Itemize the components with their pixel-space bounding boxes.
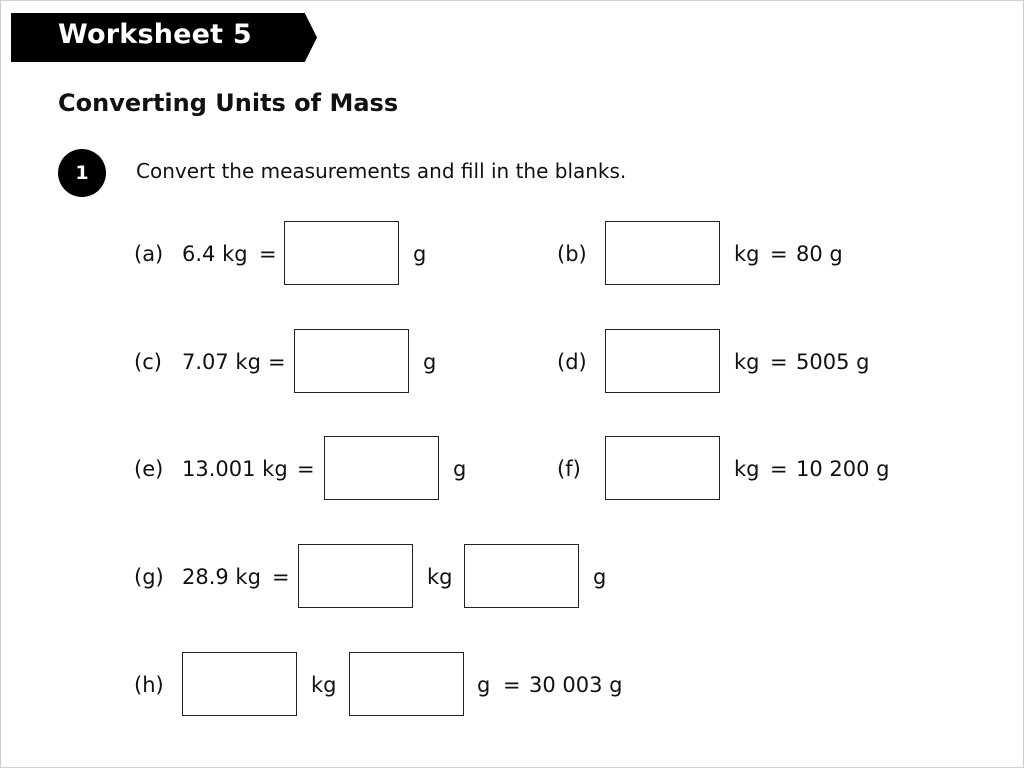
item-e-equals: = bbox=[297, 457, 315, 481]
item-d-answer-box[interactable] bbox=[605, 329, 720, 393]
item-h-unit-g: g bbox=[477, 673, 491, 697]
item-h-equals: = bbox=[503, 673, 521, 697]
item-d-given: 5005 g bbox=[796, 350, 870, 374]
item-b-unit: kg bbox=[734, 242, 760, 266]
item-f-given: 10 200 g bbox=[796, 457, 890, 481]
item-h-given: 30 003 g bbox=[529, 673, 623, 697]
item-d-label: (d) bbox=[557, 350, 587, 374]
item-f-equals: = bbox=[770, 457, 788, 481]
item-g-equals: = bbox=[272, 565, 290, 589]
item-g-g-answer-box[interactable] bbox=[464, 544, 579, 608]
item-e-given: 13.001 kg bbox=[182, 457, 288, 481]
item-b-label: (b) bbox=[557, 242, 587, 266]
item-g-given: 28.9 kg bbox=[182, 565, 261, 589]
item-g-unit-kg: kg bbox=[427, 565, 453, 589]
item-f-unit: kg bbox=[734, 457, 760, 481]
item-g-unit-g: g bbox=[593, 565, 607, 589]
item-e-unit: g bbox=[453, 457, 467, 481]
item-a-equals: = bbox=[259, 242, 277, 266]
item-h-g-answer-box[interactable] bbox=[349, 652, 464, 716]
item-a-answer-box[interactable] bbox=[284, 221, 399, 285]
item-d-unit: kg bbox=[734, 350, 760, 374]
item-a-label: (a) bbox=[134, 242, 164, 266]
item-h-kg-answer-box[interactable] bbox=[182, 652, 297, 716]
item-a-unit: g bbox=[413, 242, 427, 266]
item-e-label: (e) bbox=[134, 457, 164, 481]
section-title: Converting Units of Mass bbox=[58, 89, 399, 117]
item-h-unit-kg: kg bbox=[311, 673, 337, 697]
item-f-answer-box[interactable] bbox=[605, 436, 720, 500]
item-e-answer-box[interactable] bbox=[324, 436, 439, 500]
item-h-label: (h) bbox=[134, 673, 164, 697]
item-c-unit: g bbox=[423, 350, 437, 374]
item-f-label: (f) bbox=[557, 457, 581, 481]
item-c-answer-box[interactable] bbox=[294, 329, 409, 393]
item-b-given: 80 g bbox=[796, 242, 843, 266]
item-c-label: (c) bbox=[134, 350, 162, 374]
question-number-badge: 1 bbox=[58, 149, 106, 197]
item-b-equals: = bbox=[770, 242, 788, 266]
item-g-kg-answer-box[interactable] bbox=[298, 544, 413, 608]
item-c-equals: = bbox=[268, 350, 286, 374]
item-b-answer-box[interactable] bbox=[605, 221, 720, 285]
item-c-given: 7.07 kg bbox=[182, 350, 261, 374]
question-instruction: Convert the measurements and fill in the blanks. bbox=[136, 159, 627, 183]
worksheet-title: Worksheet 5 bbox=[58, 19, 252, 50]
item-a-given: 6.4 kg bbox=[182, 242, 248, 266]
item-d-equals: = bbox=[770, 350, 788, 374]
item-g-label: (g) bbox=[134, 565, 164, 589]
